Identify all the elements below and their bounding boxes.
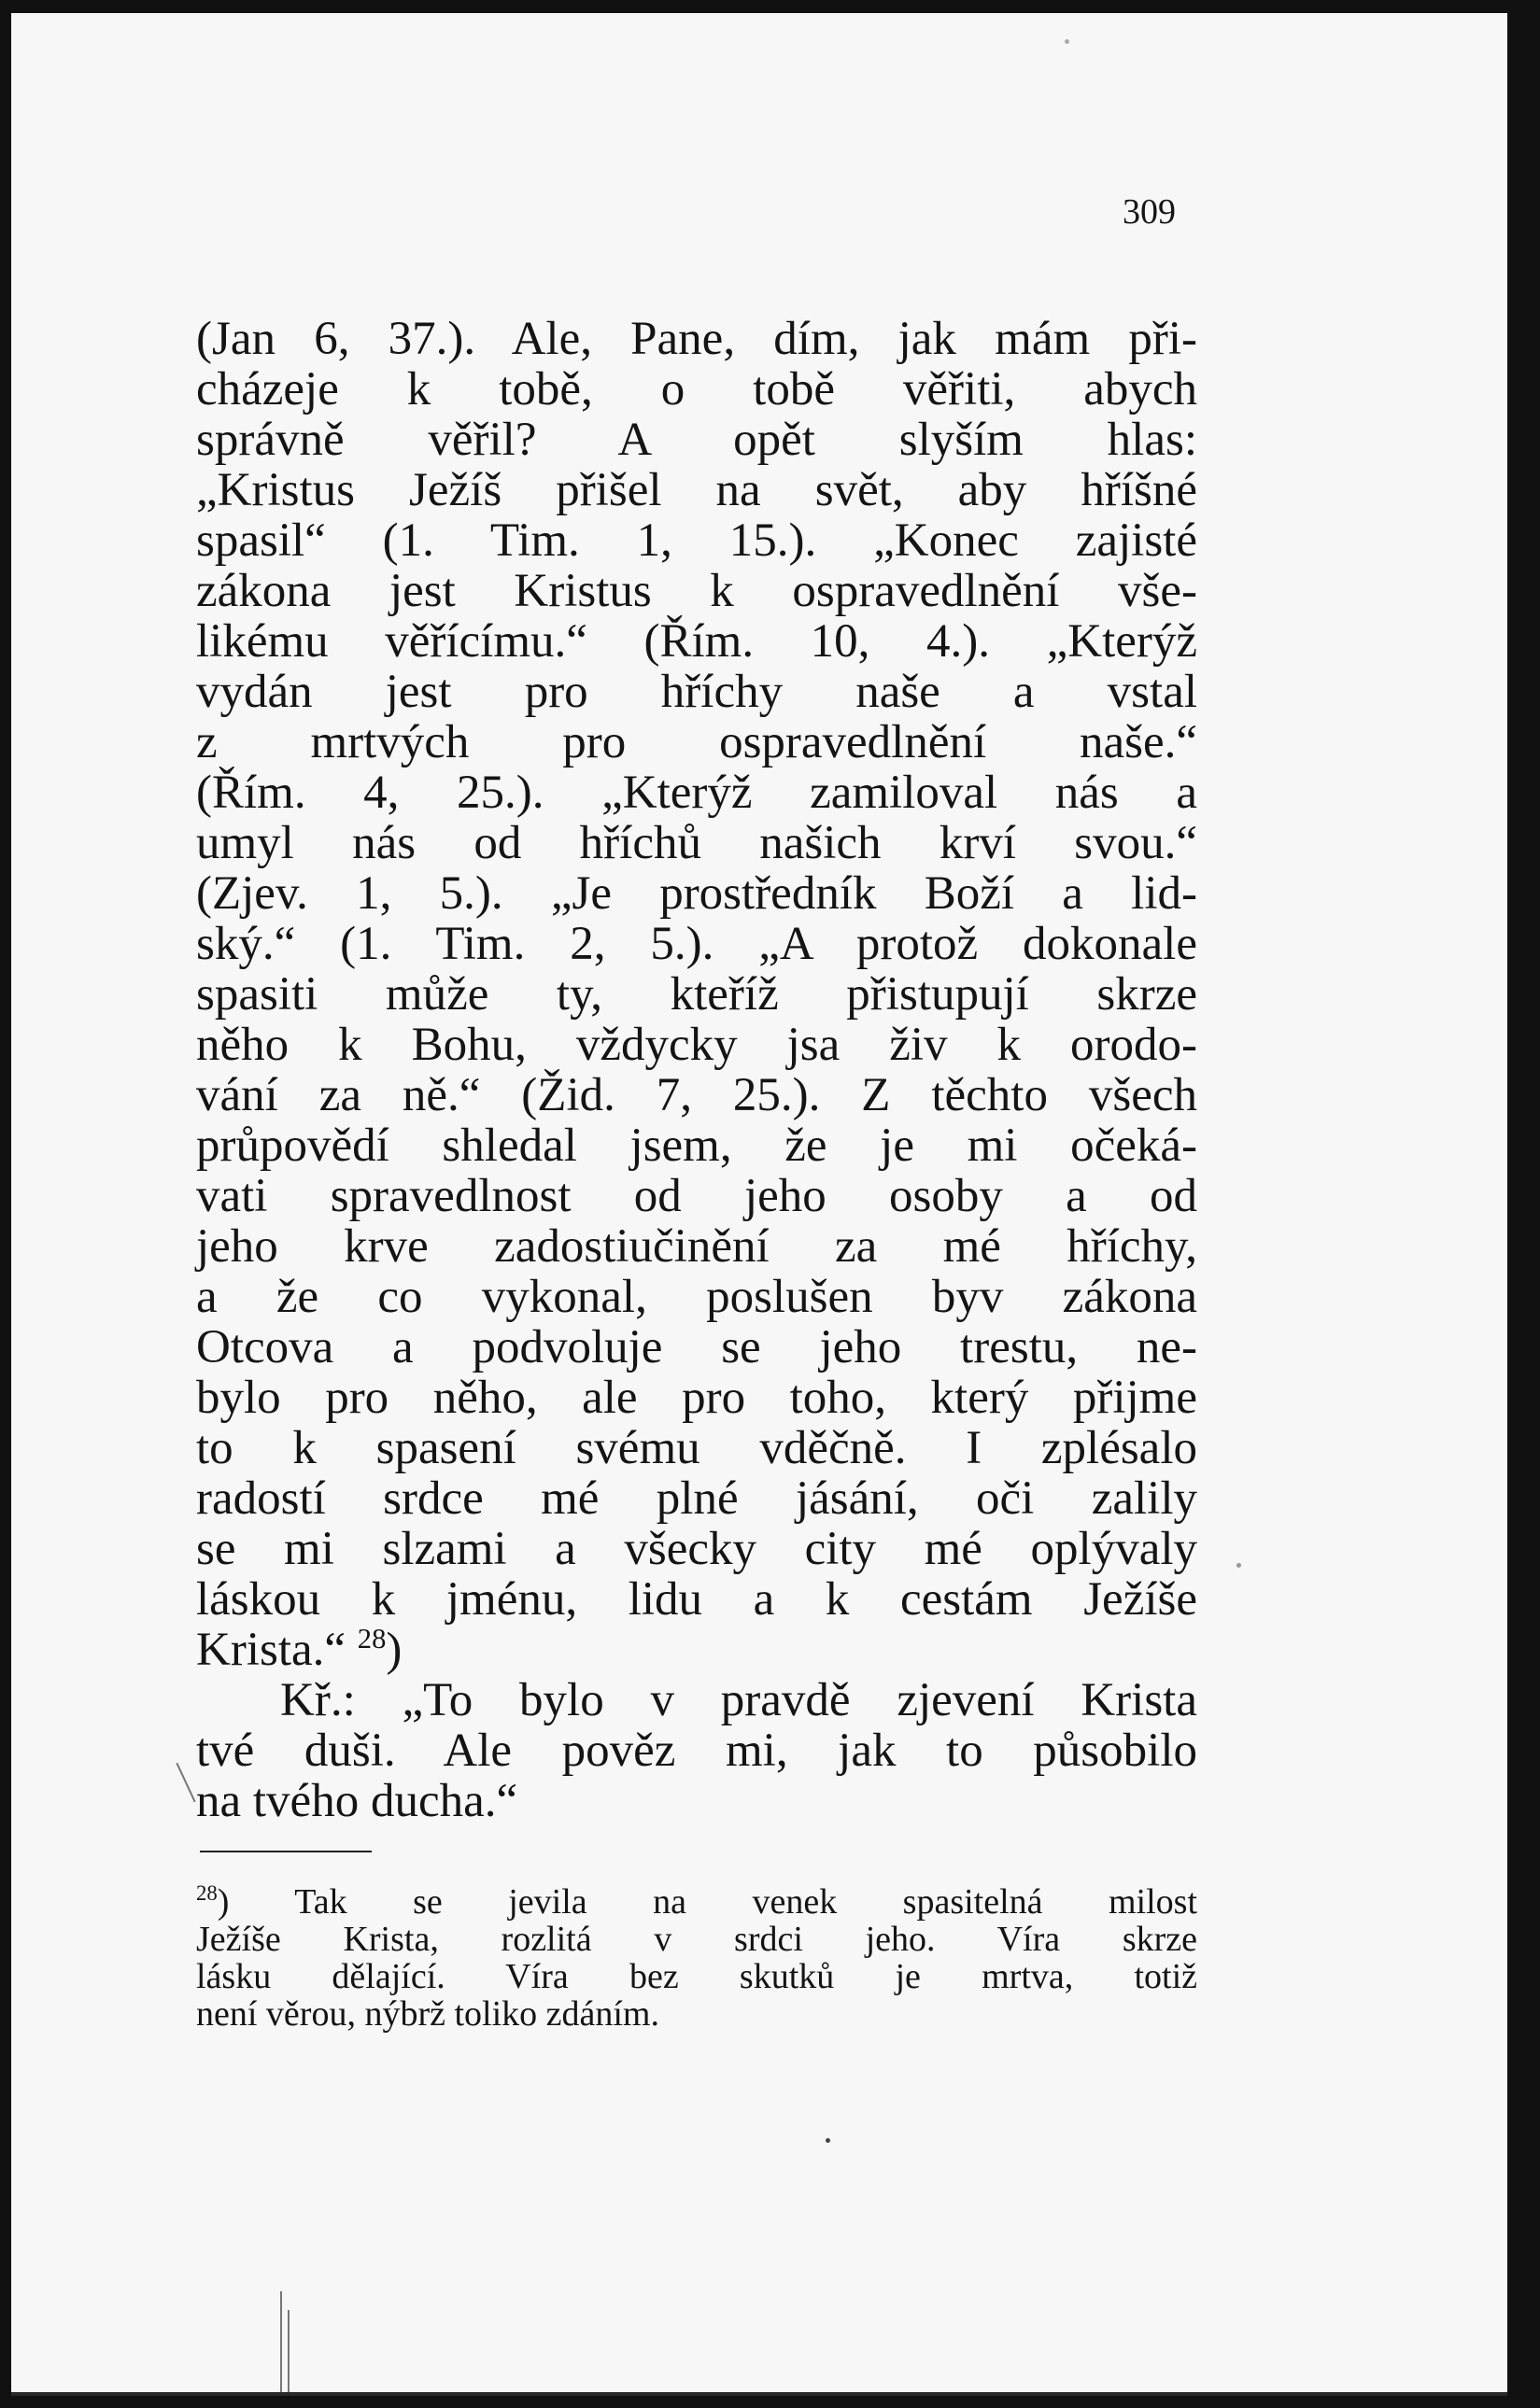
- page-bottom-edge: [11, 2392, 1507, 2396]
- footnote-separator: [200, 1851, 372, 1852]
- body-line: (Zjev. 1, 5.). „Je prostředník Boží a lid-: [196, 867, 1197, 920]
- dialogue-line: Kř.: „To bylo v pravdě zjevení Krista: [280, 1674, 1197, 1726]
- speck: [1065, 39, 1069, 44]
- body-line: láskou k jménu, lidu a k cestám Ježíše: [196, 1573, 1197, 1626]
- footnote-line: Ježíše Krista, rozlitá v srdci jeho. Víra skrze: [196, 1920, 1197, 1959]
- margin-scratch: [288, 2310, 290, 2392]
- footnote: [196, 1883, 1197, 2033]
- body-line: bylo pro něho, ale pro toho, který přijme: [196, 1372, 1197, 1424]
- margin-scratch: [280, 2291, 282, 2392]
- body-line: likému věřícímu.“ (Řím. 10, 4.). „Kterýž: [196, 615, 1197, 668]
- body-line: z mrtvých pro ospravedlnění naše.“: [196, 716, 1197, 768]
- body-line: „Kristus Ježíš přišel na svět, aby hříšné: [196, 464, 1197, 516]
- body-line: jeho krve zadostiučinění za mé hříchy,: [196, 1220, 1197, 1273]
- body-line: vydán jest pro hříchy naše a vstal: [196, 666, 1197, 718]
- footnote-line: [196, 1883, 1197, 1921]
- body-line: umyl nás od hříchů našich krví svou.“: [196, 817, 1197, 869]
- body-line: něho k Bohu, vždycky jsa živ k orodo-: [196, 1019, 1197, 1071]
- body-line: správně věřil? A opět slyším hlas:: [196, 414, 1197, 466]
- body-line: to k spasení svému vděčně. I zplésalo: [196, 1422, 1197, 1474]
- body-line: (Jan 6, 37.). Ale, Pane, dím, jak mám při-: [196, 313, 1197, 365]
- body-line: ský.“ (1. Tim. 2, 5.). „A protož dokonale: [196, 918, 1197, 970]
- body-line: spasil“ (1. Tim. 1, 15.). „Konec zajisté: [196, 514, 1197, 567]
- body-line: a že co vykonal, poslušen byv zákona: [196, 1271, 1197, 1323]
- body-line: vati spravedlnost od jeho osoby a od: [196, 1170, 1197, 1222]
- body-line-end: Krista.“ $^{28}$): [196, 1623, 403, 1676]
- dialogue-line: tvé duši. Ale pověz mi, jak to působilo: [196, 1725, 1197, 1777]
- body-line: zákona jest Kristus k ospravedlnění vše-: [196, 565, 1197, 617]
- page-number: 309: [1123, 192, 1176, 232]
- footnote-reference: 28: [357, 1623, 387, 1655]
- speck: [826, 2138, 830, 2143]
- body-line: Otcova a podvoluje se jeho trestu, ne-: [196, 1321, 1197, 1373]
- body-line: (Řím. 4, 25.). „Kterýž zamiloval nás a: [196, 767, 1197, 819]
- body-line: spasiti může ty, kteříž přistupují skrze: [196, 968, 1197, 1021]
- body-line: průpovědí shledal jsem, že je mi očeká-: [196, 1120, 1197, 1172]
- margin-scratch: [176, 1763, 195, 1803]
- speck: [1236, 1563, 1241, 1568]
- footnote-number: 28: [196, 1881, 218, 1905]
- footnote-line: není věrou, nýbrž toliko zdáním.: [196, 1994, 659, 2034]
- book-page: [11, 13, 1507, 2392]
- body-end-text: Krista.“: [196, 1624, 346, 1676]
- body-line: vání za ně.“ (Žid. 7, 25.). Z těchto všech: [196, 1069, 1197, 1121]
- body-line: radostí srdce mé plné jásání, oči zalily: [196, 1472, 1197, 1525]
- dialogue-line: na tvého ducha.“: [196, 1775, 518, 1827]
- body-text: [196, 314, 1197, 1826]
- footnote-line: lásku dělající. Víra bez skutků je mrtva, totiž: [196, 1957, 1197, 1996]
- body-line: cházeje k tobě, o tobě věřiti, abych: [196, 363, 1197, 415]
- body-line: se mi slzami a všecky city mé oplývaly: [196, 1523, 1197, 1575]
- footnote-text: ) Tak se jevila na venek spasitelná milost: [217, 1882, 1197, 1922]
